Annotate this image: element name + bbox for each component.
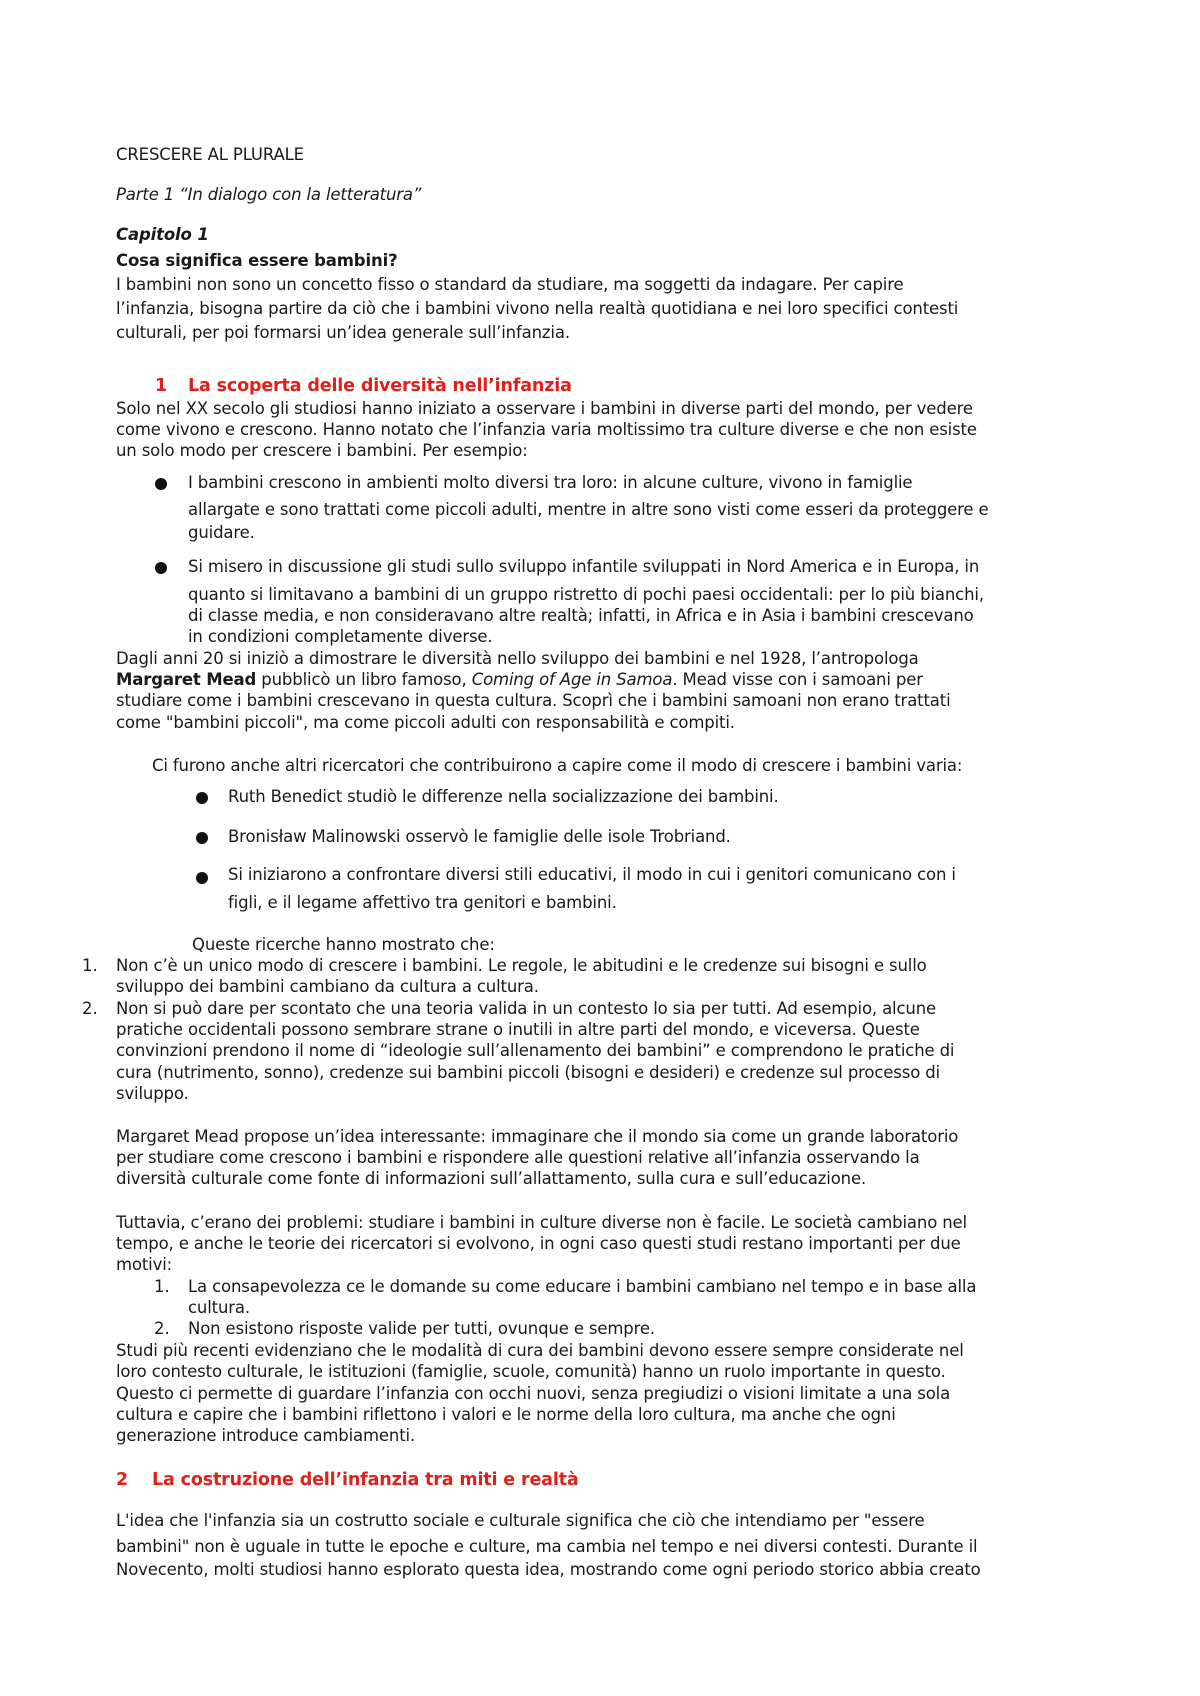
section-1-number: 1 xyxy=(155,376,168,396)
list-item-line: Non esistono risposte valide per tutti, ovunque e sempre. xyxy=(188,1319,655,1338)
bullet-icon xyxy=(196,872,208,884)
bullet-line: Ruth Benedict studiò le differenze nella socializzazione dei bambini. xyxy=(228,787,779,806)
intro-line: l’infanzia, bisogna partire da ciò che i bambini vivono nella realtà quotidiana e nei loro specifici contesti xyxy=(116,299,959,318)
bullet-line: allargate e sono trattati come piccoli adulti, mentre in altre sono visti come esseri da proteggere e xyxy=(188,500,989,519)
paragraph-line: L'idea che l'infanzia sia un costrutto sociale e culturale significa che ciò che intendiamo per "essere xyxy=(116,1511,925,1530)
list-item-line: cura (nutrimento, sonno), credenze sui bambini piccoli (bisogni e desideri) e credenze sul processo di xyxy=(116,1063,940,1082)
paragraph-line: studiare come i bambini crescevano in questa cultura. Scoprì che i bambini samoani non erano trattati xyxy=(116,691,951,710)
section-1-title: La scoperta delle diversità nell’infanzia xyxy=(188,376,572,396)
paragraph-line: Tuttavia, c’erano dei problemi: studiare i bambini in culture diverse non è facile. Le società cambiano nel xyxy=(116,1213,967,1232)
person-name: Margaret Mead xyxy=(116,670,257,689)
paragraph-line: tempo, e anche le teorie dei ricercatori si evolvono, in ogni caso questi studi restano importanti per due xyxy=(116,1234,961,1253)
bullet-line: Si iniziarono a confrontare diversi stili educativi, il modo in cui i genitori comunicano con i xyxy=(228,865,956,884)
paragraph-line: Ci furono anche altri ricercatori che contribuirono a capire come il modo di crescere i bambini varia: xyxy=(152,756,963,775)
paragraph-line: Dagli anni 20 si iniziò a dimostrare le diversità nello sviluppo dei bambini e nel 1928, l’antropologa xyxy=(116,649,919,668)
bullet-line: figli, e il legame affettivo tra genitori e bambini. xyxy=(228,893,617,912)
bullet-line: Si misero in discussione gli studi sullo sviluppo infantile sviluppati in Nord America e in Europa, in xyxy=(188,557,980,576)
bullet-line: di classe media, e non consideravano altre realtà; infatti, in Africa e in Asia i bambini crescevano xyxy=(188,606,974,625)
list-item-line: sviluppo. xyxy=(116,1084,189,1103)
paragraph-line: Margaret Mead pubblicò un libro famoso, Coming of Age in Samoa. Mead visse con i samoani per xyxy=(116,670,923,689)
paragraph-line: Solo nel XX secolo gli studiosi hanno iniziato a osservare i bambini in diverse parti del mondo, per vedere xyxy=(116,399,973,418)
paragraph-line: motivi: xyxy=(116,1255,173,1274)
book-title: Coming of Age in Samoa xyxy=(471,670,673,689)
bullet-icon xyxy=(155,562,167,574)
list-item-line: Non c’è un unico modo di crescere i bambini. Le regole, le abitudini e le credenze sui bisogni e sullo xyxy=(116,956,927,975)
list-item-line: sviluppo dei bambini cambiano da cultura a cultura. xyxy=(116,977,539,996)
paragraph-line: Queste ricerche hanno mostrato che: xyxy=(192,935,495,954)
bullet-icon xyxy=(196,792,208,804)
bullet-icon xyxy=(196,832,208,844)
bullet-line: in condizioni completamente diverse. xyxy=(188,627,493,646)
list-item-line: convinzioni prendono il nome di “ideologie sull’allenamento dei bambini” e comprendono le pratiche di xyxy=(116,1041,955,1060)
list-item-line: Non si può dare per scontato che una teoria valida in un contesto lo sia per tutti. Ad esempio, alcune xyxy=(116,999,937,1018)
chapter-heading: Capitolo 1 xyxy=(116,225,209,244)
part-heading: Parte 1 “In dialogo con la letteratura” xyxy=(116,185,422,204)
bullet-line: Bronisław Malinowski osservò le famiglie delle isole Trobriand. xyxy=(228,827,731,846)
intro-line: culturali, per poi formarsi un’idea generale sull’infanzia. xyxy=(116,323,570,342)
list-item-line: cultura. xyxy=(188,1298,250,1317)
bullet-line: quanto si limitavano a bambini di un gruppo ristretto di pochi paesi occidentali: per lo più bianchi, xyxy=(188,585,984,604)
paragraph-line: Novecento, molti studiosi hanno esplorato questa idea, mostrando come ogni periodo storico abbia creato xyxy=(116,1560,981,1579)
section-2-number: 2 xyxy=(116,1470,129,1490)
paragraph-line: diversità culturale come fonte di informazioni sull’allattamento, sulla cura e sull’educazione. xyxy=(116,1169,867,1188)
list-item-line: pratiche occidentali possono sembrare strane o inutili in altre parti del mondo, e viceversa. Queste xyxy=(116,1020,920,1039)
paragraph-line: per studiare come crescono i bambini e rispondere alle questioni relative all’infanzia osservando la xyxy=(116,1148,920,1167)
paragraph-line: bambini" non è uguale in tutte le epoche e culture, ma cambia nel tempo e nei diversi contesti. Durante il xyxy=(116,1537,978,1556)
paragraph-line: Studi più recenti evidenziano che le modalità di cura dei bambini devono essere sempre considerate nel xyxy=(116,1341,964,1360)
list-number: 1. xyxy=(82,956,98,975)
list-number: 2. xyxy=(82,999,98,1018)
paragraph-line: loro contesto culturale, le istituzioni (famiglie, scuole, comunità) hanno un ruolo importante in questo. xyxy=(116,1362,946,1381)
bullet-line: guidare. xyxy=(188,523,255,542)
chapter-question: Cosa significa essere bambini? xyxy=(116,251,398,270)
paragraph-line: come vivono e crescono. Hanno notato che l’infanzia varia moltissimo tra culture diverse e che non esiste xyxy=(116,420,977,439)
bullet-line: I bambini crescono in ambienti molto diversi tra loro: in alcune culture, vivono in famiglie xyxy=(188,473,913,492)
paragraph-line: Margaret Mead propose un’idea interessante: immaginare che il mondo sia come un grande laboratorio xyxy=(116,1127,959,1146)
intro-line: I bambini non sono un concetto fisso o standard da studiare, ma soggetti da indagare. Per capire xyxy=(116,275,904,294)
list-number: 1. xyxy=(154,1277,170,1296)
paragraph-line: cultura e capire che i bambini riflettono i valori e le norme della loro cultura, ma anche che ogni xyxy=(116,1405,896,1424)
paragraph-line: generazione introduce cambiamenti. xyxy=(116,1426,416,1445)
list-item-line: La consapevolezza ce le domande su come educare i bambini cambiano nel tempo e in base alla xyxy=(188,1277,977,1296)
bullet-icon xyxy=(155,478,167,490)
section-2-title: La costruzione dell’infanzia tra miti e realtà xyxy=(152,1470,579,1490)
paragraph-line: un solo modo per crescere i bambini. Per esempio: xyxy=(116,441,528,460)
paragraph-line: come "bambini piccoli", ma come piccoli adulti con responsabilità e compiti. xyxy=(116,713,735,732)
list-number: 2. xyxy=(154,1319,170,1338)
document-title: CRESCERE AL PLURALE xyxy=(116,145,304,164)
paragraph-line: Questo ci permette di guardare l’infanzia con occhi nuovi, senza pregiudizi o visioni limitate a una sola xyxy=(116,1384,951,1403)
